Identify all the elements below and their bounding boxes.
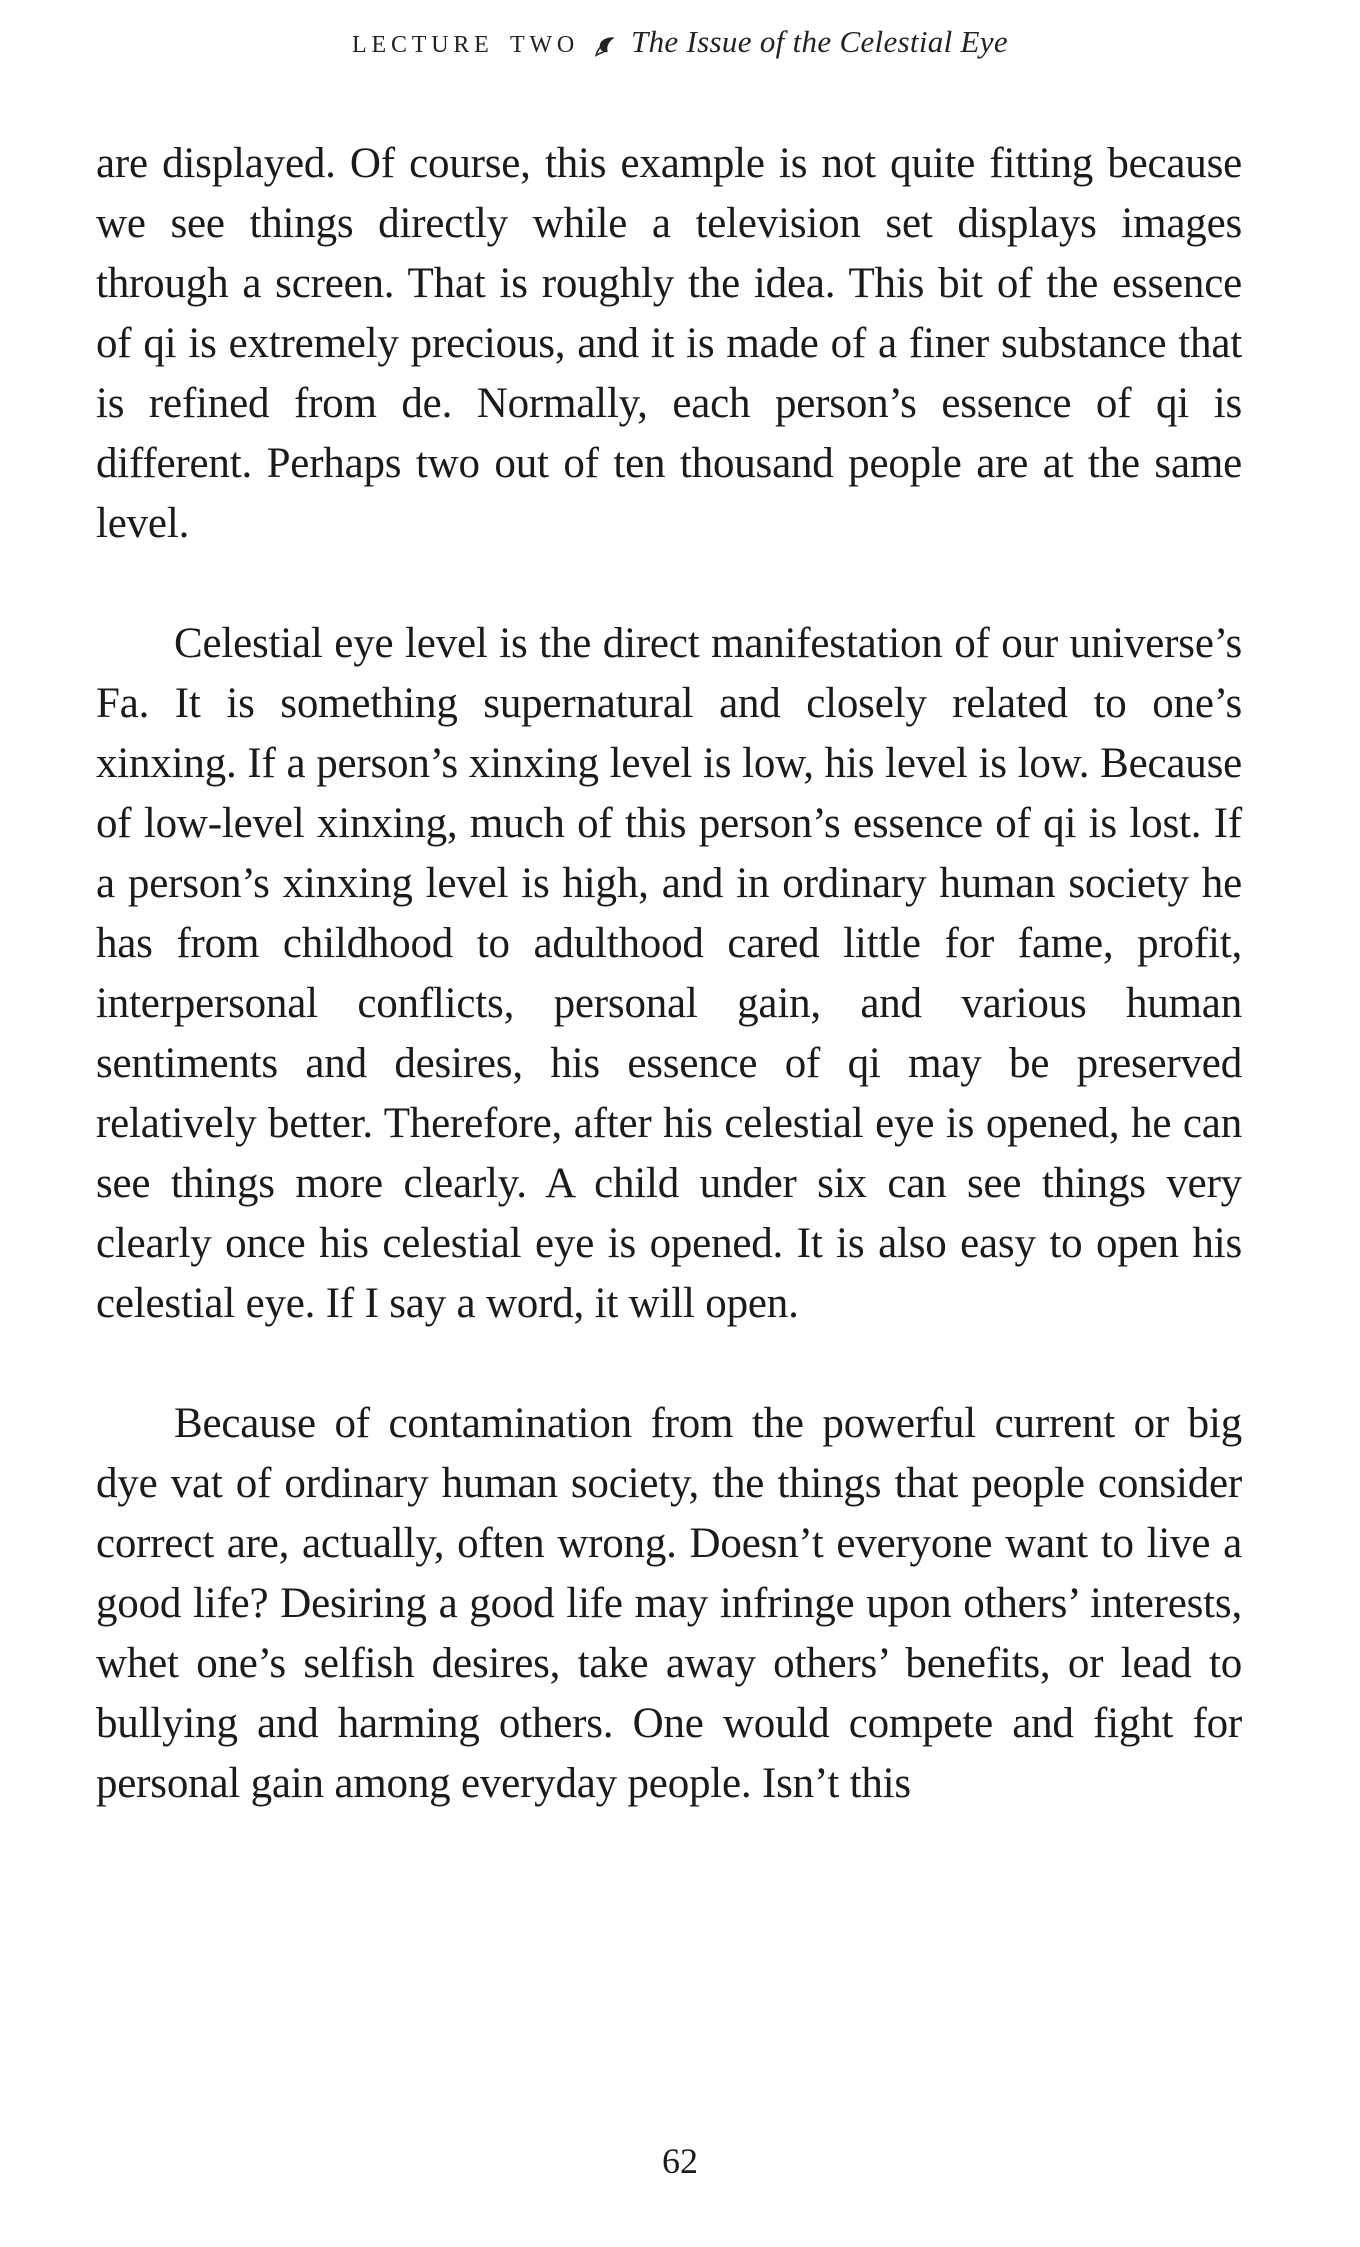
lecture-label: LECTURE TWO	[352, 32, 580, 58]
paragraph: Celestial eye level is the direct manifestation of our universe’s Fa. It is something supernatural and closely related to one’s xinxing. If a person’s xinxing level is low, his level is low. Because of low-level xinxing, much of this person’s essence of qi is lost. If a person’s xinxing level is high, and in ordinary human society he has from childhood to adulthood cared little for fame, profit, interpersonal conflicts, personal gain, and various human sentiments and desires, his essence of qi may be preserved relatively better. Therefore, after his celestial eye is opened, he can see things more clearly. A child under six can see things very clearly once his celestial eye is opened. It is also easy to open his celestial eye. If I say a word, it will open.	[96, 620, 1242, 1327]
chapter-title: The Issue of the Celestial Eye	[631, 24, 1008, 59]
body-text	[96, 134, 1242, 1814]
running-header	[0, 24, 1360, 60]
page-number: 62	[662, 2141, 698, 2181]
fleuron-leaf-icon	[593, 34, 617, 58]
paragraph: Because of contamination from the powerful current or big dye vat of ordinary human society, the things that people consider correct are, actually, often wrong. Doesn’t everyone want to live a good life? Desiring a good life may infringe upon others’ interests, whet one’s selfish desires, take away others’ benefits, or lead to bullying and harming others. One would compete and fight for personal gain among everyday people. Isn’t this	[96, 1400, 1242, 1807]
paragraph-continuation: are displayed. Of course, this example is not quite fitting because we see things directly while a television set displays images through a screen. That is roughly the idea. This bit of the essence of qi is extremely precious, and it is made of a finer substance that is refined from de. Normally, each person’s essence of qi is different. Perhaps two out of ten thousand people are at the same level.	[96, 140, 1242, 547]
